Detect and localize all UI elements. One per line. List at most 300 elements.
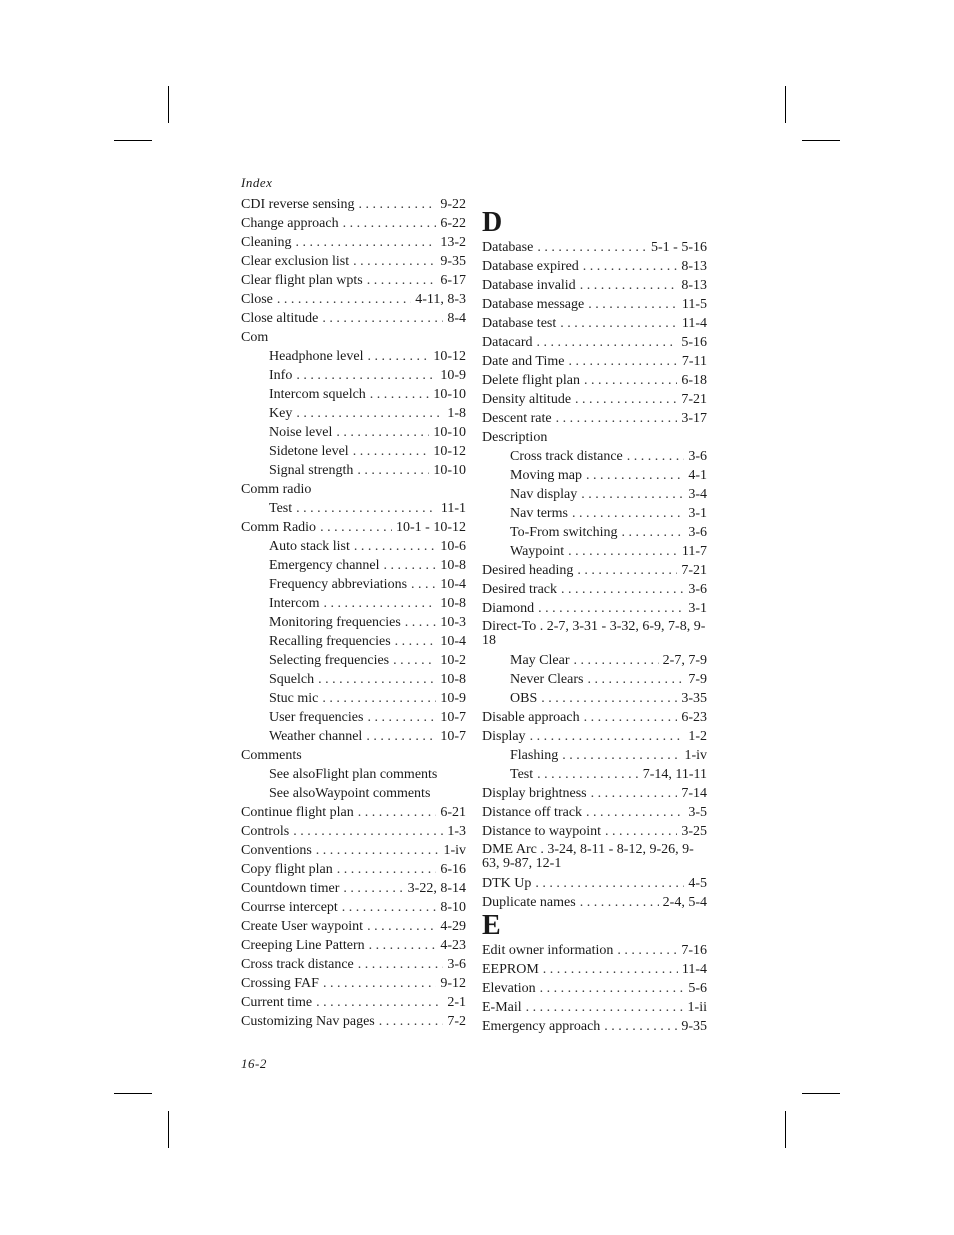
- entry-pages: 1-ii: [687, 1000, 707, 1015]
- leader-dots: [359, 195, 437, 214]
- leader-dots: [322, 309, 443, 328]
- index-entry: [241, 898, 466, 917]
- entry-pages: 5-1 - 5-16: [651, 240, 707, 255]
- entry-pages: 9-12: [440, 976, 466, 991]
- leader-dots: [277, 290, 411, 309]
- entry-pages: 6-21: [440, 805, 466, 820]
- crop-mark-top-right-vertical: [785, 86, 786, 123]
- entry-pages: 8-13: [681, 278, 707, 293]
- leader-dots: [586, 466, 684, 485]
- entry-pages: 10-9: [440, 368, 466, 383]
- entry-term: Info: [269, 368, 293, 383]
- entry-pages: 3-4: [688, 487, 707, 502]
- leader-dots: [526, 998, 684, 1017]
- index-entry: [482, 979, 707, 998]
- entry-term: Stuc mic: [269, 691, 319, 706]
- entry-term: Test: [269, 501, 293, 516]
- entry-term: Comm Radio: [241, 520, 317, 535]
- entry-term: Monitoring frequencies: [269, 615, 401, 630]
- entry-pages: 6-16: [440, 862, 466, 877]
- entry-pages: 2-4, 5-4: [662, 895, 707, 910]
- index-subentry: [241, 442, 466, 461]
- leader-dots: [580, 276, 678, 295]
- leader-dots: [369, 936, 437, 955]
- index-subentry: [241, 670, 466, 689]
- index-entry: [482, 960, 707, 979]
- index-entry: [482, 409, 707, 428]
- entry-term: Display: [482, 729, 526, 744]
- index-subentry: [241, 594, 466, 613]
- entry-term: Diamond: [482, 601, 535, 616]
- entry-pages: 3-25: [681, 824, 707, 839]
- leader-dots: [561, 580, 684, 599]
- index-letter-heading: E: [482, 910, 501, 941]
- leader-dots: [588, 295, 678, 314]
- entry-term: Headphone level: [269, 349, 364, 364]
- entry-pages: 11-5: [681, 297, 707, 312]
- leader-dots: [296, 499, 437, 518]
- entry-term: Controls: [241, 824, 290, 839]
- entry-pages: 10-10: [433, 463, 466, 478]
- index-entry: [241, 290, 466, 309]
- entry-term: DTK Up: [482, 876, 532, 891]
- leader-dots: [586, 803, 684, 822]
- entry-term: Distance off track: [482, 805, 583, 820]
- index-subentry: [241, 537, 466, 556]
- index-entry: [482, 580, 707, 599]
- entry-pages: 6-22: [440, 216, 466, 231]
- entry-pages: 3-6: [688, 525, 707, 540]
- entry-pages: 10-3: [440, 615, 466, 630]
- entry-term: CDI reverse sensing: [241, 197, 355, 212]
- entry-term: Key: [269, 406, 293, 421]
- index-entry: [482, 803, 707, 822]
- entry-term: DME Arc: [482, 842, 537, 857]
- index-entry: [241, 917, 466, 936]
- index-subentry: [241, 784, 466, 803]
- entry-term: Clear exclusion list: [241, 254, 350, 269]
- leader-dots: [324, 594, 437, 613]
- entry-term: Selecting frequencies: [269, 653, 390, 668]
- index-subentry: [482, 670, 707, 689]
- entry-term: Copy flight plan: [241, 862, 333, 877]
- index-entry: [482, 257, 707, 276]
- entry-term: Conventions: [241, 843, 312, 858]
- index-subentry: [241, 651, 466, 670]
- entry-term: Signal strength: [269, 463, 354, 478]
- index-entry: [241, 803, 466, 822]
- entry-pages: 4-1: [688, 468, 707, 483]
- leader-dots: [622, 523, 685, 542]
- entry-term: Close altitude: [241, 311, 319, 326]
- index-subentry: [482, 651, 707, 670]
- entry-pages: 4-11, 8-3: [415, 292, 466, 307]
- entry-term: Desired track: [482, 582, 558, 597]
- entry-term: Recalling frequencies: [269, 634, 391, 649]
- leader-dots: [530, 727, 685, 746]
- entry-pages: 10-12: [433, 349, 466, 364]
- index-entry: [241, 841, 466, 860]
- entry-term: Duplicate names: [482, 895, 576, 910]
- index-entry: [482, 238, 707, 257]
- entry-term: Auto stack list: [269, 539, 350, 554]
- index-entry: [482, 893, 707, 912]
- index-entry: [241, 233, 466, 252]
- entry-pages: 8-13: [681, 259, 707, 274]
- leader-dots: [562, 746, 680, 765]
- entry-term: Emergency channel: [269, 558, 380, 573]
- entry-pages: 4-29: [440, 919, 466, 934]
- leader-dots: [370, 385, 430, 404]
- entry-pages: 13-2: [440, 235, 466, 250]
- leader-dots: [320, 518, 392, 537]
- crop-mark-top-left-horizontal: [114, 140, 152, 141]
- entry-pages: 11-4: [681, 316, 707, 331]
- index-entry: [241, 480, 466, 499]
- entry-term: Change approach: [241, 216, 339, 231]
- index-subentry: [241, 404, 466, 423]
- index-entry: [241, 860, 466, 879]
- index-entry: [482, 599, 707, 618]
- leader-dots: [343, 879, 403, 898]
- leader-dots: [293, 822, 443, 841]
- entry-term: Emergency approach: [482, 1019, 601, 1034]
- entry-term: Comm radio: [241, 482, 312, 497]
- entry-pages: 6-18: [681, 373, 707, 388]
- entry-pages: 8-4: [447, 311, 466, 326]
- leader-dots: [575, 390, 677, 409]
- entry-pages: 11-4: [681, 962, 707, 977]
- entry-term: OBS: [510, 691, 538, 706]
- index-entry: [482, 1017, 707, 1036]
- index-subentry: [482, 485, 707, 504]
- leader-dots: .: [536, 619, 547, 634]
- entry-pages: 8-10: [440, 900, 466, 915]
- entry-pages: 1-2: [688, 729, 707, 744]
- leader-dots: [336, 423, 429, 442]
- entry-term: Waypoint: [510, 544, 565, 559]
- index-entry: [241, 993, 466, 1012]
- entry-term: Intercom squelch: [269, 387, 366, 402]
- leader-dots: [337, 860, 437, 879]
- index-subentry: [482, 765, 707, 784]
- crop-mark-top-left-vertical: [168, 86, 169, 123]
- entry-term: To-From switching: [510, 525, 618, 540]
- leader-dots: [535, 874, 684, 893]
- leader-dots: [583, 257, 678, 276]
- entry-term: See alsoFlight plan comments: [269, 767, 438, 782]
- leader-dots: [342, 898, 437, 917]
- leader-dots: [560, 314, 678, 333]
- entry-term: Squelch: [269, 672, 315, 687]
- entry-term: Clear flight plan wpts: [241, 273, 363, 288]
- index-entry: [482, 822, 707, 841]
- leader-dots: [537, 765, 639, 784]
- leader-dots: [379, 1012, 444, 1031]
- entry-term: Weather channel: [269, 729, 363, 744]
- leader-dots: [584, 708, 678, 727]
- entry-term: Database expired: [482, 259, 579, 274]
- entry-pages: 7-14: [681, 786, 707, 801]
- leader-dots: [627, 447, 685, 466]
- entry-term: Courrse intercept: [241, 900, 338, 915]
- entry-pages: 10-8: [440, 558, 466, 573]
- leader-dots: [367, 347, 429, 366]
- leader-dots: [316, 841, 440, 860]
- leader-dots: [393, 651, 436, 670]
- entry-term: Nav terms: [510, 506, 568, 521]
- entry-pages: 6-17: [440, 273, 466, 288]
- entry-term: Cross track distance: [510, 449, 623, 464]
- entry-term: Customizing Nav pages: [241, 1014, 375, 1029]
- entry-pages: 3-6: [688, 582, 707, 597]
- entry-pages: 5-16: [681, 335, 707, 350]
- index-entry: [241, 252, 466, 271]
- entry-term: Current time: [241, 995, 313, 1010]
- page-number: 16-2: [241, 1056, 267, 1071]
- entry-term: May Clear: [510, 653, 570, 668]
- leader-dots: [296, 404, 443, 423]
- entry-pages: 2-7, 3-31 - 3-32, 6-9, 7-8, 9-18: [482, 619, 706, 648]
- index-subentry: [241, 689, 466, 708]
- leader-dots: [584, 371, 677, 390]
- index-entry: [482, 874, 707, 893]
- entry-term: Close: [241, 292, 273, 307]
- entry-pages: 7-2: [447, 1014, 466, 1029]
- index-subentry: [241, 385, 466, 404]
- entry-term: Frequency abbreviations: [269, 577, 408, 592]
- index-entry: [482, 618, 707, 651]
- leader-dots: [384, 556, 437, 575]
- index-entry: [241, 328, 466, 347]
- index-subentry: [241, 423, 466, 442]
- index-subentry: [241, 556, 466, 575]
- crop-mark-bottom-left-vertical: [168, 1111, 169, 1148]
- entry-pages: 10-8: [440, 672, 466, 687]
- entry-term: E-Mail: [482, 1000, 522, 1015]
- index-entry: [482, 295, 707, 314]
- running-header: Index: [241, 175, 273, 190]
- leader-dots: [354, 537, 436, 556]
- entry-pages: 7-11: [681, 354, 707, 369]
- index-entry: [482, 390, 707, 409]
- leader-dots: [296, 366, 436, 385]
- entry-term: Nav display: [510, 487, 578, 502]
- leader-dots: [405, 613, 437, 632]
- leader-dots: [605, 822, 677, 841]
- index-subentry: [241, 765, 466, 784]
- leader-dots: [568, 542, 678, 561]
- entry-term: Distance to waypoint: [482, 824, 601, 839]
- entry-term: Sidetone level: [269, 444, 349, 459]
- entry-pages: 10-7: [440, 729, 466, 744]
- leader-dots: [367, 708, 436, 727]
- entry-pages: 4-23: [440, 938, 466, 953]
- index-subentry: [241, 708, 466, 727]
- entry-term: Countdown timer: [241, 881, 340, 896]
- leader-dots: [581, 485, 684, 504]
- crop-mark-bottom-right-horizontal: [802, 1093, 840, 1094]
- index-column-right: [482, 209, 707, 1036]
- entry-pages: 10-4: [440, 634, 466, 649]
- index-subentry: [241, 613, 466, 632]
- index-subentry: [241, 461, 466, 480]
- index-subentry: [482, 542, 707, 561]
- index-subentry: [482, 504, 707, 523]
- entry-term: Cleaning: [241, 235, 292, 250]
- entry-pages: 7-9: [688, 672, 707, 687]
- index-subentry: [241, 347, 466, 366]
- leader-dots: [367, 917, 436, 936]
- index-subentry: [482, 466, 707, 485]
- index-subentry: [241, 632, 466, 651]
- index-entry: [482, 841, 707, 874]
- leader-dots: [591, 784, 678, 803]
- entry-term: Cross track distance: [241, 957, 354, 972]
- entry-term: Direct-To: [482, 619, 537, 634]
- crop-mark-bottom-left-horizontal: [114, 1093, 152, 1094]
- leader-dots: [323, 974, 436, 993]
- leader-dots: [367, 271, 437, 290]
- leader-dots: [366, 727, 436, 746]
- leader-dots: [343, 214, 437, 233]
- index-subentry: [241, 575, 466, 594]
- leader-dots: [411, 575, 436, 594]
- entry-term: Elevation: [482, 981, 536, 996]
- entry-pages: 10-12: [433, 444, 466, 459]
- entry-pages: 3-5: [688, 805, 707, 820]
- index-entry: [482, 727, 707, 746]
- entry-term: Descent rate: [482, 411, 552, 426]
- entry-term: Desired heading: [482, 563, 574, 578]
- entry-pages: 3-17: [681, 411, 707, 426]
- entry-pages: 10-10: [433, 425, 466, 440]
- entry-term: Density altitude: [482, 392, 572, 407]
- entry-term: Date and Time: [482, 354, 565, 369]
- entry-pages: 6-23: [681, 710, 707, 725]
- entry-term: See alsoWaypoint comments: [269, 786, 431, 801]
- entry-term: Database test: [482, 316, 557, 331]
- index-entry: [482, 314, 707, 333]
- index-entry: [241, 214, 466, 233]
- leader-dots: [358, 955, 444, 974]
- entry-pages: 7-14, 11-11: [642, 767, 707, 782]
- entry-term: Flashing: [510, 748, 559, 763]
- leader-dots: [357, 461, 429, 480]
- leader-dots: [604, 1017, 677, 1036]
- entry-pages: 3-1: [688, 506, 707, 521]
- entry-pages: 2-7, 7-9: [662, 653, 707, 668]
- entry-pages: 5-6: [688, 981, 707, 996]
- entry-pages: 3-6: [688, 449, 707, 464]
- leader-dots: [353, 442, 430, 461]
- index-entry: [482, 333, 707, 352]
- index-subentry: [241, 366, 466, 385]
- entry-pages: 7-16: [681, 943, 707, 958]
- leader-dots: [541, 689, 677, 708]
- entry-pages: 1-3: [447, 824, 466, 839]
- entry-pages: 3-1: [688, 601, 707, 616]
- crop-mark-bottom-right-vertical: [785, 1111, 786, 1148]
- entry-pages: 11-7: [681, 544, 707, 559]
- entry-term: Database message: [482, 297, 585, 312]
- index-letter-heading: D: [482, 207, 503, 238]
- index-entry: [241, 271, 466, 290]
- index-entry: [241, 195, 466, 214]
- entry-pages: 10-6: [440, 539, 466, 554]
- leader-dots: [358, 803, 437, 822]
- entry-term: Description: [482, 430, 548, 445]
- entry-pages: 10-7: [440, 710, 466, 725]
- entry-term: Noise level: [269, 425, 333, 440]
- leader-dots: [577, 561, 677, 580]
- entry-term: Create User waypoint: [241, 919, 364, 934]
- entry-term: Continue flight plan: [241, 805, 354, 820]
- entry-term: User frequencies: [269, 710, 364, 725]
- index-subentry: [482, 689, 707, 708]
- index-entry: [482, 708, 707, 727]
- index-entry: [241, 955, 466, 974]
- index-entry: [241, 746, 466, 765]
- index-entry: [482, 561, 707, 580]
- entry-pages: 7-21: [681, 563, 707, 578]
- entry-pages: 7-21: [681, 392, 707, 407]
- leader-dots: [322, 689, 436, 708]
- entry-pages: 10-8: [440, 596, 466, 611]
- leader-dots: [572, 504, 684, 523]
- entry-term: Datacard: [482, 335, 533, 350]
- index-entry: [241, 1012, 466, 1031]
- leader-dots: [353, 252, 436, 271]
- entry-term: Creeping Line Pattern: [241, 938, 365, 953]
- leader-dots: [540, 979, 685, 998]
- entry-pages: 3-24, 8-11 - 8-12, 9-26, 9-63, 9-87, 12-1: [482, 842, 694, 871]
- entry-pages: 10-10: [433, 387, 466, 402]
- index-column-left: [241, 195, 466, 1031]
- leader-dots: [580, 893, 659, 912]
- entry-term: Delete flight plan: [482, 373, 580, 388]
- entry-term: Moving map: [510, 468, 582, 483]
- entry-pages: 3-22, 8-14: [407, 881, 466, 896]
- index-subentry: [482, 746, 707, 765]
- index-entry: [482, 784, 707, 803]
- leader-dots: [395, 632, 437, 651]
- index-entry: [482, 428, 707, 447]
- entry-term: Crossing FAF: [241, 976, 319, 991]
- index-entry: [241, 518, 466, 537]
- entry-term: Never Clears: [510, 672, 584, 687]
- entry-term: EEPROM: [482, 962, 539, 977]
- entry-term: Intercom: [269, 596, 320, 611]
- entry-term: Database: [482, 240, 534, 255]
- leader-dots: [538, 599, 684, 618]
- leader-dots: [573, 651, 658, 670]
- index-entry: [241, 309, 466, 328]
- entry-term: Edit owner information: [482, 943, 614, 958]
- entry-pages: 10-2: [440, 653, 466, 668]
- entry-term: Comments: [241, 748, 302, 763]
- index-entry: [482, 371, 707, 390]
- leader-dots: [617, 941, 677, 960]
- leader-dots: [296, 233, 437, 252]
- index-subentry: [241, 499, 466, 518]
- index-entry: [241, 822, 466, 841]
- entry-pages: 4-5: [688, 876, 707, 891]
- entry-pages: 10-9: [440, 691, 466, 706]
- entry-term: Database invalid: [482, 278, 576, 293]
- entry-pages: 9-35: [440, 254, 466, 269]
- index-entry: [482, 276, 707, 295]
